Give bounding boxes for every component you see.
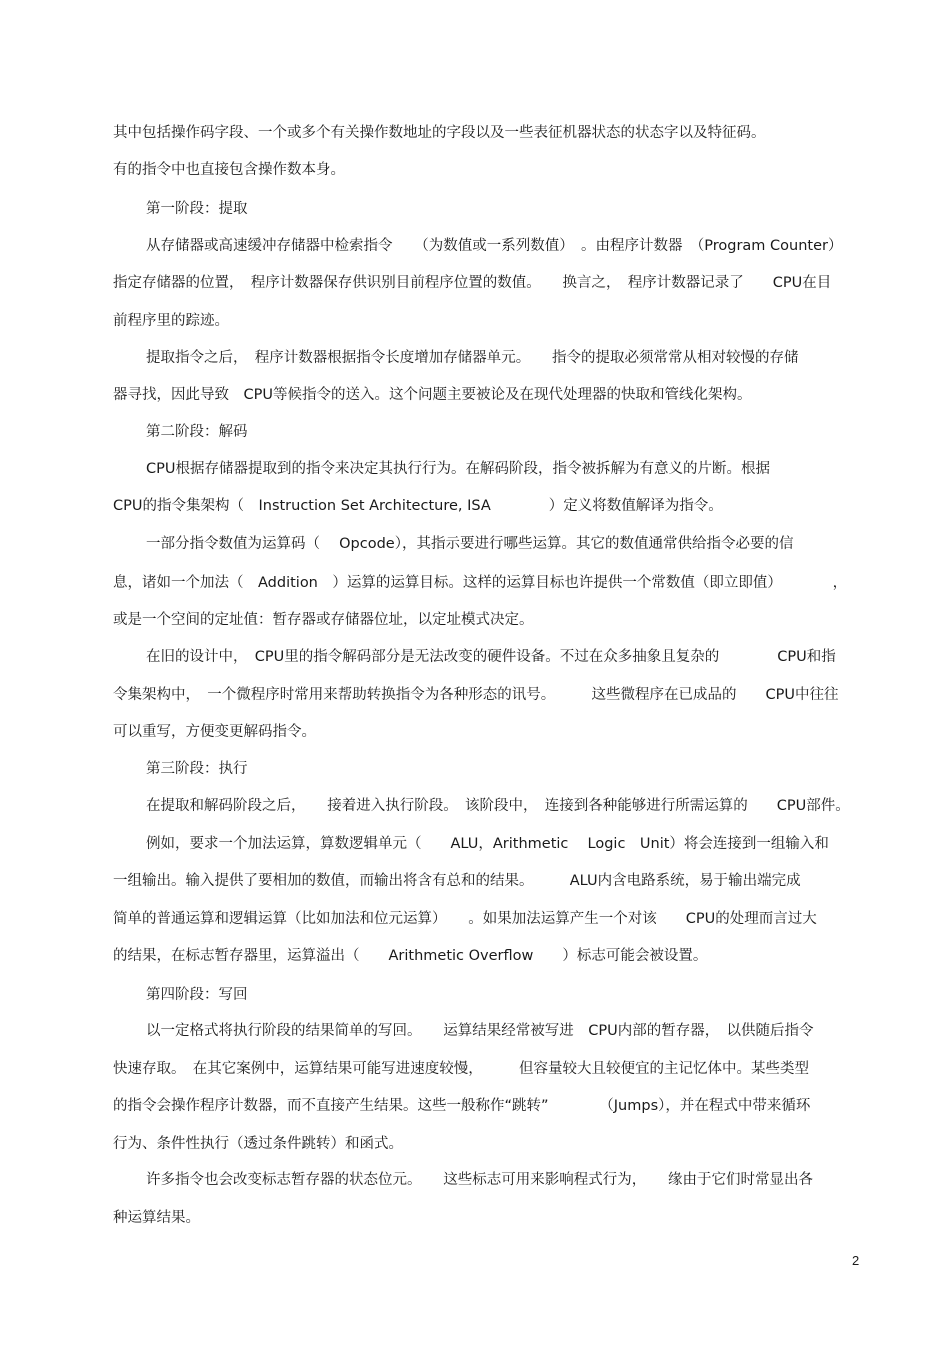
paragraph-line: CPU的指令集架构（ Instruction Set Architecture, ISA ）定义将数值解译为指令。 <box>113 498 723 514</box>
section-heading: 第三阶段：执行 <box>146 761 248 777</box>
page-number: 2 <box>852 1253 860 1268</box>
paragraph-line: 或是一个空间的定址值：暂存器或存储器位址，以定址模式决定。 <box>113 612 534 628</box>
paragraph-line: 从存储器或高速缓冲存储器中检索指令 （为数值或一系列数值） 。由程序计数器 （Program Counter） <box>146 238 843 254</box>
paragraph-line: 简单的普通运算和逻辑运算（比如加法和位元运算） 。如果加法运算产生一个对该 CPU的处理而言过大 <box>113 911 817 927</box>
paragraph-line: CPU根据存储器提取到的指令来决定其执行行为。在解码阶段，指令被拆解为有意义的片断。根据 <box>146 461 770 477</box>
paragraph-line: 行为、条件性执行（透过条件跳转）和函式。 <box>113 1136 403 1152</box>
paragraph-line: 的结果，在标志暂存器里，运算溢出（ Arithmetic Overflow ）标志可能会被设置。 <box>113 948 708 964</box>
paragraph-line: 器寻找，因此导致 CPU等候指令的送入。这个问题主要被论及在现代处理器的快取和管线化架构。 <box>113 387 752 403</box>
paragraph-line: 指定存储器的位置， 程序计数器保存供识别目前程序位置的数值。 换言之， 程序计数器记录了 CPU在目 <box>113 275 832 291</box>
section-heading: 第二阶段：解码 <box>146 424 248 440</box>
paragraph-line: 在旧的设计中， CPU里的指令解码部分是无法改变的硬件设备。不过在众多抽象且复杂的 CPU和指 <box>146 649 836 665</box>
section-heading: 第一阶段：提取 <box>146 201 248 217</box>
paragraph-line: 前程序里的踪迹。 <box>113 313 229 329</box>
paragraph-line: 以一定格式将执行阶段的结果简单的写回。 运算结果经常被写进 CPU内部的暂存器， 以供随后指令 <box>146 1023 814 1039</box>
paragraph-line: 一部分指令数值为运算码（ Opcode），其指示要进行哪些运算。其它的数值通常供给指令必要的信 <box>146 536 794 552</box>
paragraph-line: 种运算结果。 <box>113 1210 200 1226</box>
paragraph-line: 提取指令之后， 程序计数器根据指令长度增加存储器单元。 指令的提取必须常常从相对较慢的存储 <box>146 350 799 366</box>
paragraph-line: 一组输出。输入提供了要相加的数值，而输出将含有总和的结果。 ALU内含电路系统，易于输出端完成 <box>113 873 801 889</box>
paragraph-line: 有的指令中也直接包含操作数本身。 <box>113 162 345 178</box>
paragraph-line: 令集架构中， 一个微程序时常用来帮助转换指令为各种形态的讯号。 这些微程序在已成品的 CPU中往往 <box>113 687 839 703</box>
paragraph-line: 息，诸如一个加法（ Addition ）运算的运算目标。这样的运算目标也许提供一个常数值（即立即值） ， <box>113 575 848 591</box>
paragraph-line: 可以重写，方便变更解码指令。 <box>113 724 316 740</box>
paragraph-line: 其中包括操作码字段、一个或多个有关操作数地址的字段以及一些表征机器状态的状态字以及特征码。 <box>113 125 766 141</box>
paragraph-line: 例如，要求一个加法运算，算数逻辑单元（ ALU，Arithmetic Logic Unit）将会连接到一组输入和 <box>146 836 829 852</box>
paragraph-line: 许多指令也会改变标志暂存器的状态位元。 这些标志可用来影响程式行为， 缘由于它们时常显出各 <box>146 1172 813 1188</box>
paragraph-line: 快速存取。 在其它案例中，运算结果可能写进速度较慢， 但容量较大且较便宜的主记忆体中。某些类型 <box>113 1061 809 1077</box>
section-heading: 第四阶段：写回 <box>146 987 248 1003</box>
paragraph-line: 在提取和解码阶段之后， 接着进入执行阶段。 该阶段中， 连接到各种能够进行所需运算的 CPU部件。 <box>146 798 850 814</box>
paragraph-line: 的指令会操作程序计数器，而不直接产生结果。这些一般称作“跳转” （Jumps），并在程式中带来循环 <box>113 1098 811 1114</box>
